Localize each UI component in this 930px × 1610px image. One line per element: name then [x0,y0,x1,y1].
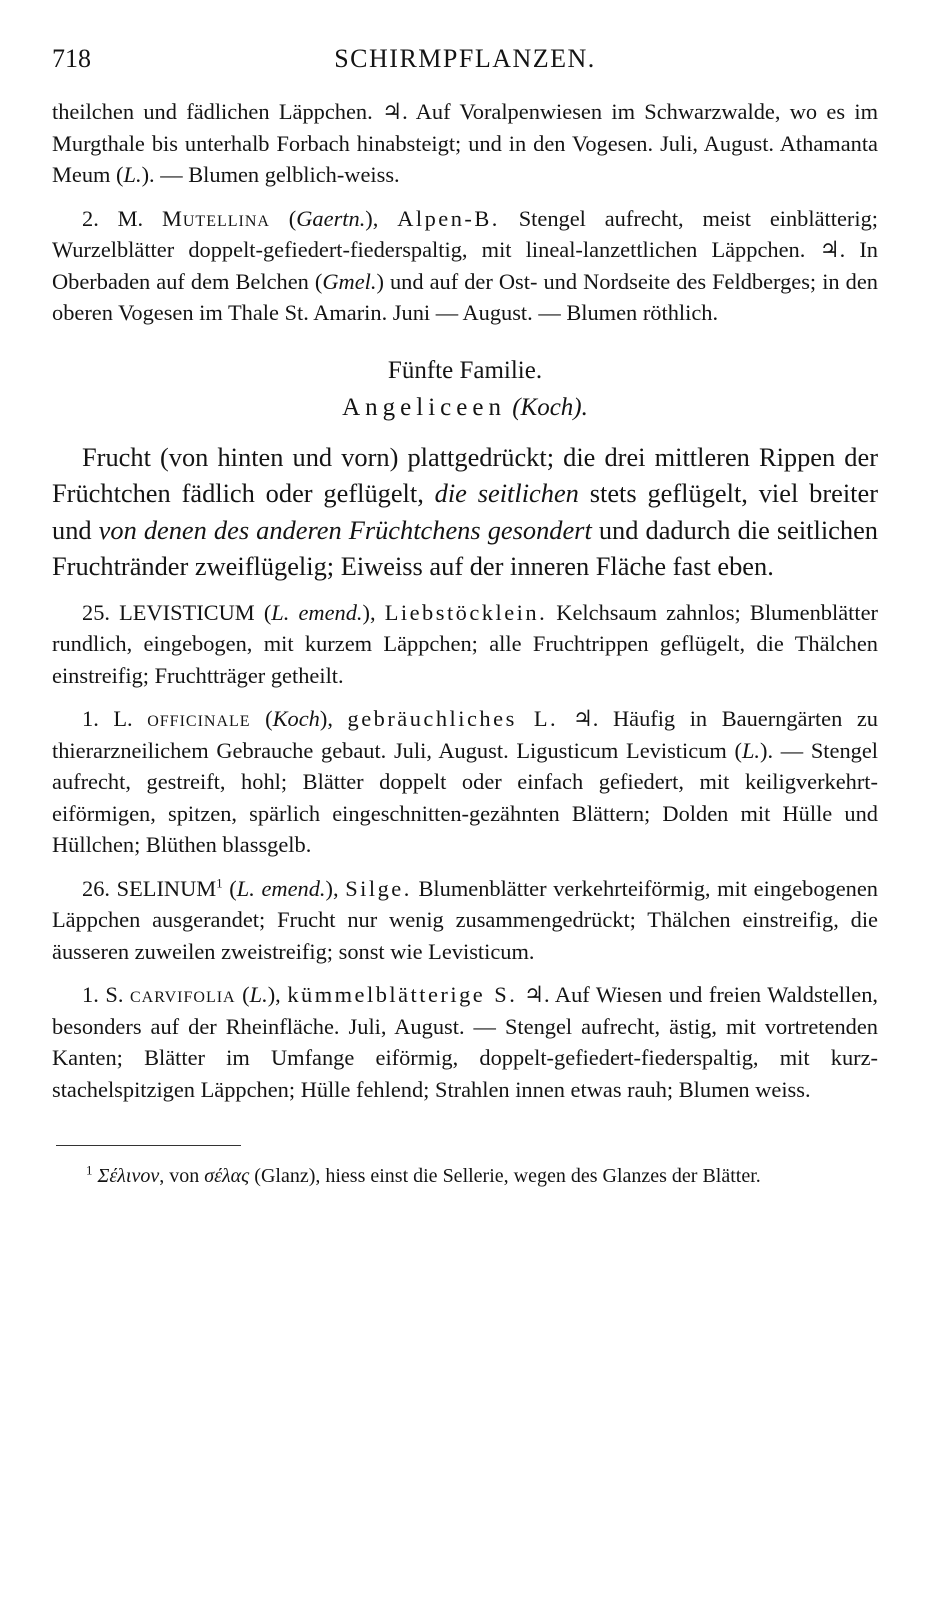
footnote: $^1$ Σέλινον, von σέλας (Glanz), hiess einst die Sellerie, wegen des Glanzes der Blätter. [86,1162,761,1187]
author-citation: Koch [272,706,320,731]
author-citation: L. [249,982,268,1007]
common-name: gebräuchliches L. [347,706,559,731]
species-name: carvifolia [129,982,236,1007]
footnote-mark: 1 [216,875,223,891]
species-name: officinale [147,706,251,731]
footnote-divider [56,1145,241,1146]
author-citation: L. [741,737,760,763]
species-name: Mutellina [161,205,270,231]
footnote-mark: 1 [86,1162,93,1178]
common-name: kümmelblätterige S. [287,982,518,1007]
species-entry-mutellina: 2. M. Mutellina (Gaertn.), Alpen-B. Stengel aufrecht, meist einblätterig; Wurzelblätter doppelt-gefiedert-fiederspaltig, mit lineal-lanzettlichen Läppchen. ♃. In Oberbaden auf dem Belchen (Gmel.) und auf der Ost- und Nordseite des Feldberges; in den oberen Vogesen im Thale St. Amarin. Juni — August. — Blumen röthlich. [52,205,879,325]
author-citation: Gmel. [322,268,377,294]
common-name: Alpen-B. [397,205,500,231]
common-name: Liebstöcklein. [384,599,548,625]
running-title: SCHIRMPFLANZEN. [334,44,596,73]
genus-entry-levisticum: 25. LEVISTICUM (L. emend.), Liebstöcklein. Kelchsaum zahnlos; Blumenblätter rundlich, eingebogen, mit kurzem Läppchen; alle Fruchtrippen geflügelt, die Thälchen einstreifig; Fruchtträger getheilt. [52,599,878,688]
common-name: Silge. [345,875,412,901]
author-citation: L. emend. [271,599,363,625]
author-citation: L. [123,162,142,187]
species-entry-officinale: 1. L. officinale (Koch), gebräuchliches L. ♃. Häufig in Bauerngärten zu thierarzneilichem Gebrauche gebaut. Juli, August. Ligusticum Levisticum (L.). — Stengel aufrecht, gestreift, hohl; Blätter doppelt oder einfach gefiedert, mit keiligverkehrt-eiförmigen, spitzen, spärlich eingeschnitten-gezähnten Blättern; Dolden mit Hülle und Hüllchen; Blüthen blassgelb. [52,706,879,857]
family-name: Angeliceen (Koch). [342,393,588,421]
family-description: Frucht (von hinten und vorn) plattgedrückt; die drei mittleren Rippen der Früchtchen fädlich oder geflügelt, die seitlichen stets geflügelt, viel breiter und von denen des anderen Früchtchens gesondert und dadurch die seitlichen Fruchtränder zweiflügelig; Eiweiss auf der inneren Fläche fast eben. [52,441,879,581]
species-entry-carvifolia: 1. S. carvifolia (L.), kümmelblätterige S. ♃. Auf Wiesen und freien Waldstellen, besonders auf der Rheinfläche. Juli, August. — Stengel aufrecht, ästig, mit vortretenden Kanten; Blätter im Umfange eiförmig, doppelt-gefiedert-fiederspaltig, mit kurz-stachelspitzigen Läppchen; Hülle fehlend; Strahlen innen etwas rauh; Blumen weiss. [52,982,878,1102]
paragraph-meum-continuation: theilchen und fädlichen Läppchen. ♃. Auf Voralpenwiesen im Schwarzwalde, wo es im Murgthale bis unterhalb Forbach hinabsteigt; und in den Vogesen. Juli, August. Athamanta Meum (L.). — Blumen gelblich-weiss. [52,99,878,187]
genus-entry-selinum: 26. SELINUM$^1$ (L. emend.), Silge. Blumenblätter verkehrteiförmig, mit eingebogenen Läppchen ausgerandet; Frucht nur wenig zusammengedrückt; Thälchen einstreifig, die äusseren zuweilen zweistreifig; sonst wie Levisticum. [52,875,878,964]
author-citation: Gaertn. [296,205,366,231]
author-citation: L. emend. [236,875,326,901]
family-heading: Fünfte Familie. [387,356,543,384]
author-citation: (Koch). [512,393,588,421]
page-header [52,44,878,96]
page-number: 718 [52,44,91,73]
